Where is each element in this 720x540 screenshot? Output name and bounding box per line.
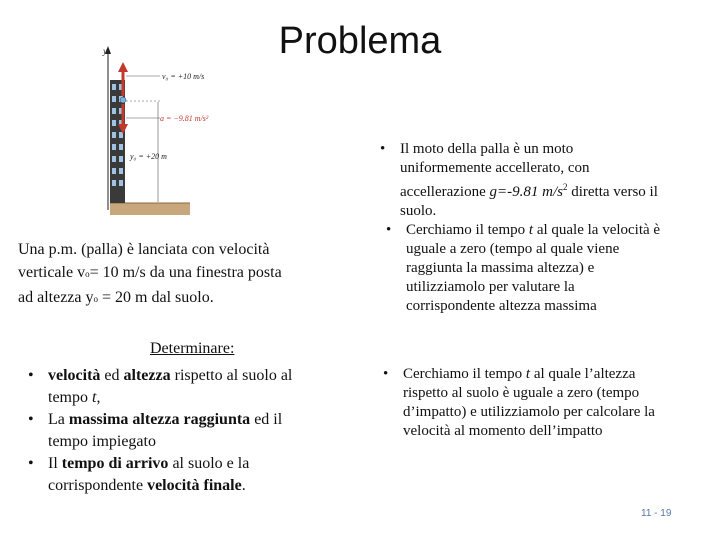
determinare-heading: Determinare: <box>150 340 235 357</box>
intro-y0-text: ad altezza y <box>18 289 94 306</box>
a-label: a = −9.81 m/s² <box>160 114 209 123</box>
building-diagram <box>100 40 240 220</box>
intro-v0-sub: o <box>85 269 90 279</box>
intro-line-2 <box>18 261 358 286</box>
v0-label: v₀ = +10 m/s <box>162 72 205 81</box>
ball <box>120 97 126 103</box>
y-axis-label: y <box>103 46 107 56</box>
velocity-arrowhead <box>118 62 128 72</box>
intro-line-1: Una p.m. (palla) è lanciata con velocità <box>18 241 270 258</box>
intro-y0-value: = 20 m dal suolo. <box>98 289 214 306</box>
bullet-icon: • <box>383 366 389 382</box>
intro-line-3 <box>18 286 358 311</box>
ground <box>110 203 190 215</box>
solution-steps-1 <box>380 140 715 316</box>
page-number: 11 - 19 <box>641 508 672 519</box>
list-item: • Cerchiamo il tempo t al quale la velocità è uguale a zero (tempo al quale viene raggiunta la massima altezza) e utilizziamolo per valutare la corrispondente altezza massima <box>386 222 661 314</box>
bullet-icon: • <box>386 222 392 238</box>
intro-v0-value: = 10 m/s da una finestra posta <box>89 264 282 281</box>
bullet-icon: • <box>380 141 386 157</box>
list-item: • Il moto della palla è un moto uniformemente accellerato, con accellerazione g=-9.81 $m/s^2$ diretta verso il suolo. <box>380 141 658 219</box>
list-item: • velocità ed altezza rispetto al suolo al tempo t, <box>28 367 293 406</box>
solution-steps-2 <box>383 365 713 441</box>
list-item: • La massima altezza raggiunta ed il tempo impiegato <box>28 411 283 450</box>
y0-label: y₀ = +20 m <box>130 152 167 161</box>
bullet-icon: • <box>28 455 34 472</box>
bullet-icon: • <box>28 411 34 428</box>
intro-v0-text: verticale v <box>18 264 86 281</box>
problem-statement <box>18 238 358 311</box>
bullet-icon: • <box>28 367 34 384</box>
list-item: • Cerchiamo il tempo t al quale l’altezza rispetto al suolo è uguale a zero (tempo d’impatto) e utilizziamolo per calcolare la velocità al momento dell’impatto <box>383 366 655 439</box>
list-item: • Il tempo di arrivo al suolo e la corrispondente velocità finale. <box>28 455 250 494</box>
intro-y0-sub: o <box>93 294 98 304</box>
slide-title: Problema <box>278 20 442 62</box>
determinare-list <box>28 365 368 497</box>
